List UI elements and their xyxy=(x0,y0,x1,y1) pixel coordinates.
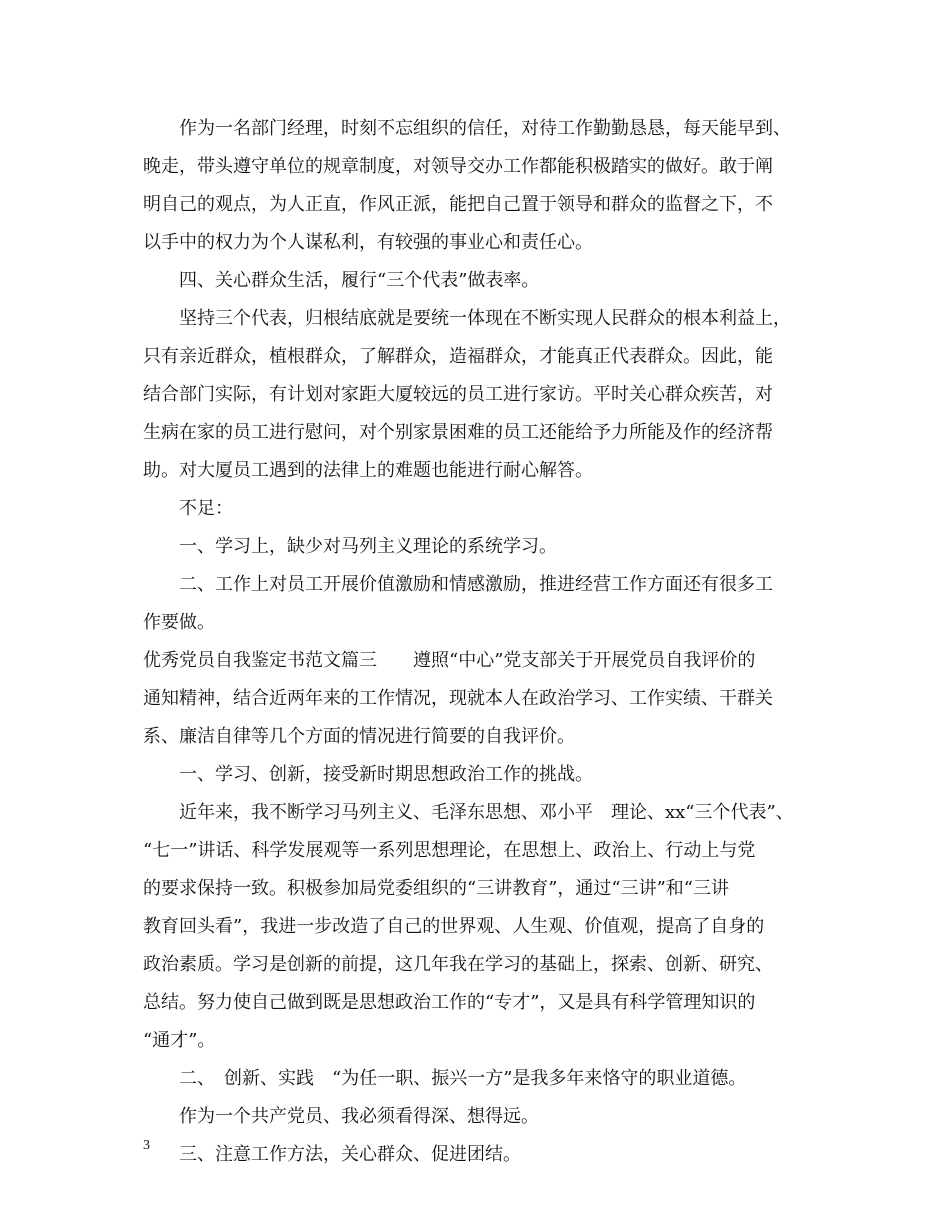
paragraph-line: 作要做。 xyxy=(143,612,215,633)
paragraph-line: 政治素质。学习是创新的前提，这几年我在学习的基础上，探索、创新、研究、 xyxy=(143,954,773,975)
paragraph-line: 二、工作上对员工开展价值激励和情感激励，推进经营工作方面还有很多工 xyxy=(179,574,773,595)
section-heading: 一、学习、创新，接受新时期思想政治工作的挑战。 xyxy=(179,764,593,785)
paragraph-line: 助。对大厦员工遇到的法律上的难题也能进行耐心解答。 xyxy=(143,460,593,481)
paragraph-line: 的要求保持一致。积极参加局党委组织的“三讲教育”，通过“三讲”和“三讲 xyxy=(143,878,730,899)
paragraph-line: 作为一名部门经理，时刻不忘组织的信任，对待工作勤勤恳恳，每天能早到、 xyxy=(179,118,791,139)
paragraph-line: 教育回头看”，我进一步改造了自己的世界观、人生观、价值观，提高了自身的 xyxy=(143,916,765,937)
page-number: 3 xyxy=(143,1138,150,1153)
paragraph-line: 一、学习上，缺少对马列主义理论的系统学习。 xyxy=(179,536,557,557)
document-body xyxy=(143,110,818,1174)
section-heading: 四、关心群众生活，履行“三个代表”做表率。 xyxy=(179,270,540,291)
paragraph-line: 只有亲近群众，植根群众，了解群众，造福群众，才能真正代表群众。因此，能 xyxy=(143,346,773,367)
section-heading: 二、 创新、实践 “为任一职、振兴一方”是我多年来恪守的职业道德。 xyxy=(179,1068,747,1089)
paragraph-line: 总结。努力使自己做到既是思想政治工作的“专才”，又是具有科学管理知识的 xyxy=(143,992,756,1013)
paragraph-line: “七一”讲话、科学发展观等一系列思想理论，在思想上、政治上、行动上与党 xyxy=(143,840,756,861)
section-heading: 不足： xyxy=(179,498,233,519)
paragraph-line: 近年来，我不断学习马列主义、毛泽东思想、邓小平 理论、xx“三个代表”、 xyxy=(179,802,794,823)
paragraph-line: 明自己的观点，为人正直，作风正派，能把自己置于领导和群众的监督之下，不 xyxy=(143,194,773,215)
section-heading: 三、注意工作方法，关心群众、促进团结。 xyxy=(179,1144,521,1165)
paragraph-line: 系、廉洁自律等几个方面的情况进行简要的自我评价。 xyxy=(143,726,575,747)
paragraph-line: 通知精神，结合近两年来的工作情况，现就本人在政治学习、工作实绩、干群关 xyxy=(143,688,773,709)
paragraph-line: 结合部门实际，有计划对家距大厦较远的员工进行家访。平时关心群众疾苦，对 xyxy=(143,384,773,405)
paragraph-line: 生病在家的员工进行慰问，对个别家景困难的员工还能给予力所能及作的经济帮 xyxy=(143,422,773,443)
paragraph-line: 坚持三个代表，归根结底就是要统一体现在不断实现人民群众的根本利益上， xyxy=(179,308,791,329)
article-title-line: 优秀党员自我鉴定书范文篇三 遵照“中心”党支部关于开展党员自我评价的 xyxy=(143,650,756,671)
paragraph-line: 晚走，带头遵守单位的规章制度，对领导交办工作都能积极踏实的做好。敢于阐 xyxy=(143,156,773,177)
paragraph-line: “通才”。 xyxy=(143,1030,216,1051)
paragraph-line: 以手中的权力为个人谋私利，有较强的事业心和责任心。 xyxy=(143,232,593,253)
paragraph-line: 作为一个共产党员、我必须看得深、想得远。 xyxy=(179,1106,539,1127)
